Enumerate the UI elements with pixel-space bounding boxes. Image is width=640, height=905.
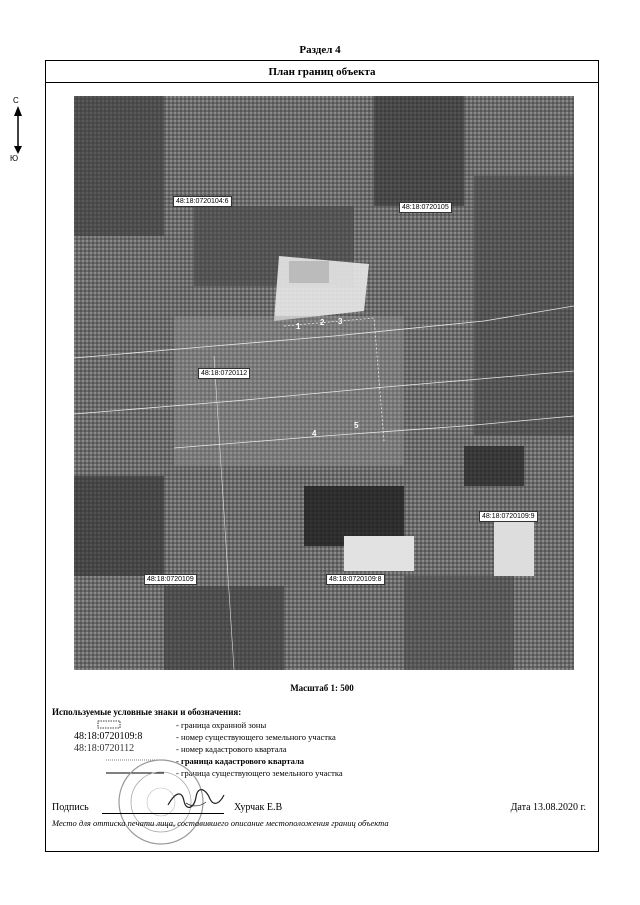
signature-date: Дата 13.08.2020 г. <box>510 802 586 813</box>
compass-south: Ю <box>10 154 19 163</box>
cadastral-label: 48:18:0720104:6 <box>173 196 232 207</box>
legend-text: - номер кадастрового квартала <box>176 743 287 754</box>
legend-symbol-text: 48:18:0720109:8 <box>74 731 143 742</box>
section-title: Раздел 4 <box>299 44 341 56</box>
legend-item <box>46 731 598 742</box>
cadastral-label: 48:18:0720112 <box>198 368 250 379</box>
aerial-map <box>74 96 574 670</box>
legend-text: - номер существующего земельного участка <box>176 731 336 742</box>
signature-label: Подпись <box>52 802 89 813</box>
document-frame <box>45 60 599 852</box>
stamp-place-note: Место для оттиска печати лица, составившего описание местоположения границ объекта <box>52 818 389 828</box>
boundary-point-number: 3 <box>338 317 343 326</box>
legend-text: - граница охранной зоны <box>176 719 267 730</box>
north-arrow-icon <box>10 96 26 166</box>
header-title: План границ объекта <box>46 61 598 83</box>
signer-name: Хурчак Е.В <box>234 802 283 813</box>
boundary-point-number: 2 <box>320 318 325 327</box>
protection-zone-symbol <box>50 719 170 730</box>
signature-line <box>102 813 224 814</box>
legend-symbol-text: 48:18:0720112 <box>74 743 135 754</box>
legend-title: Используемые условные знаки и обозначения: <box>52 707 242 717</box>
legend-text: - граница существующего земельного участка <box>176 767 343 778</box>
boundary-point-number: 5 <box>354 421 359 430</box>
legend-text: - граница кадастрового квартала <box>176 755 305 766</box>
compass-north: С <box>13 96 19 105</box>
boundary-point-number: 4 <box>312 429 317 438</box>
legend-item <box>46 719 598 730</box>
arrow-icon <box>10 106 26 156</box>
boundary-point-number: 1 <box>296 322 301 331</box>
map-scale: Масштаб 1: 500 <box>290 683 354 693</box>
signature-row <box>52 802 592 816</box>
cadastral-label: 48:18:0720109:9 <box>479 511 538 522</box>
cadastral-label: 48:18:0720109:8 <box>326 574 385 585</box>
legend-item <box>46 743 598 754</box>
cadastral-label: 48:18:0720105 <box>399 202 452 213</box>
cadastral-label: 48:18:0720109 <box>144 574 197 585</box>
